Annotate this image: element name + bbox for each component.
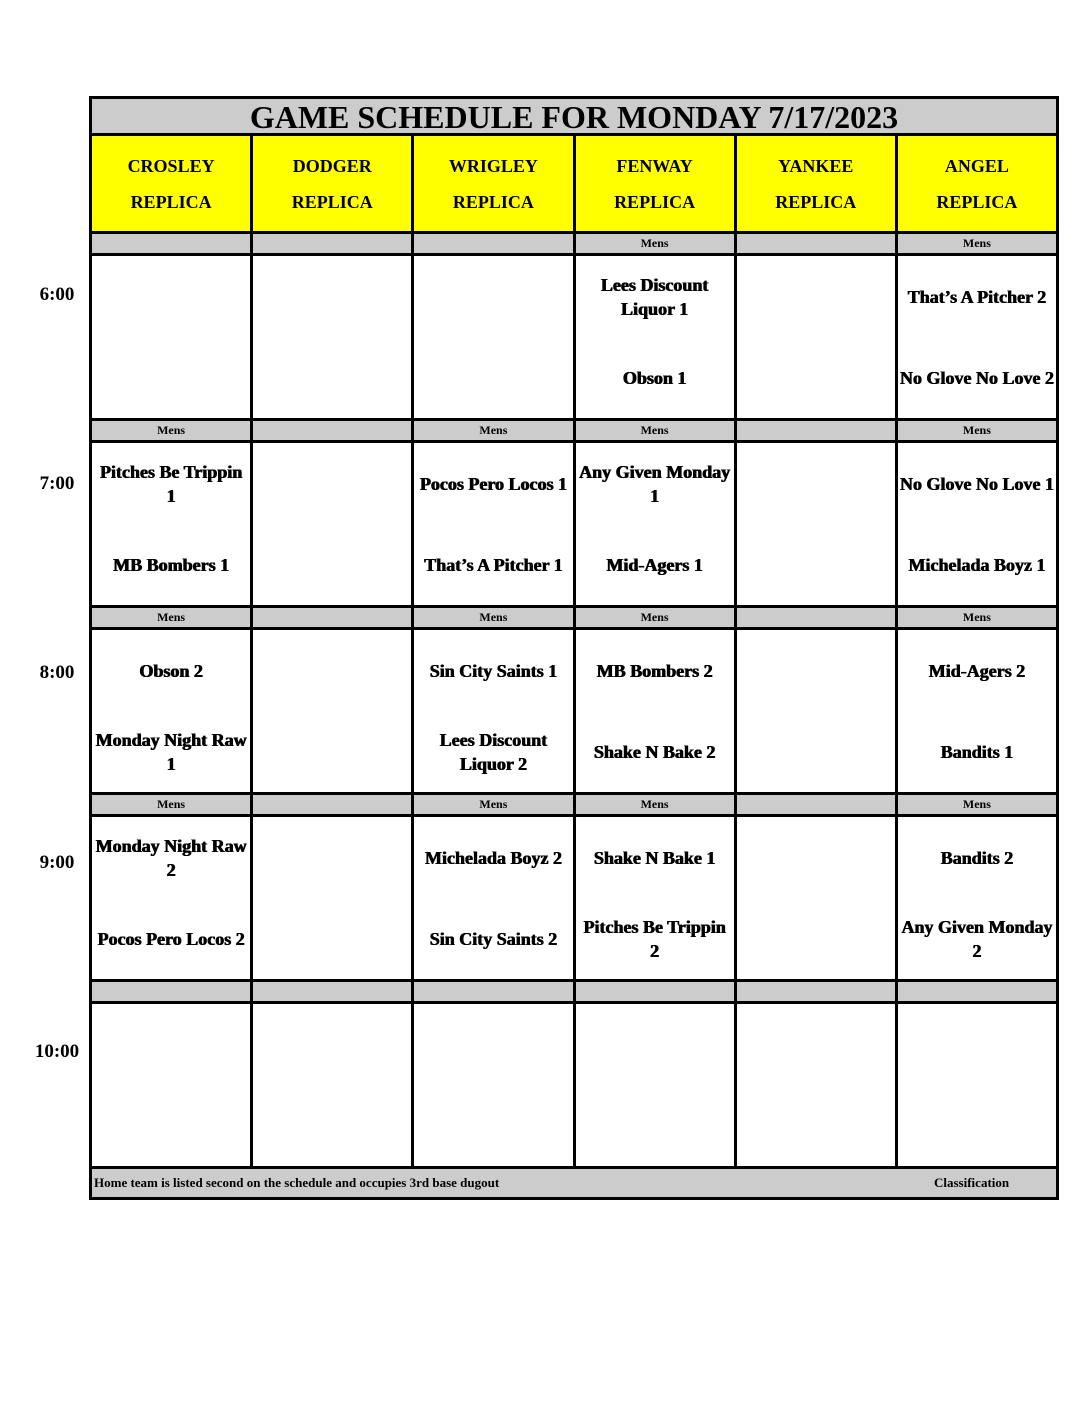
classification-row <box>92 231 1056 256</box>
classification-cell <box>737 421 895 440</box>
home-team <box>739 898 893 979</box>
game-cell <box>414 630 572 792</box>
away-team <box>739 817 893 898</box>
home-team <box>94 1085 248 1166</box>
game-cell <box>898 817 1056 979</box>
game-row <box>92 1004 1056 1166</box>
home-team <box>739 1085 893 1166</box>
away-team <box>578 1004 732 1085</box>
game-cell <box>253 1004 411 1166</box>
away-team: Shake N Bake 1 <box>593 847 716 868</box>
classification-cell: Mens <box>414 608 572 627</box>
home-team <box>739 337 893 418</box>
field-header <box>737 136 895 231</box>
home-team: Monday Night Raw 1 <box>95 729 247 774</box>
home-team: Lees Discount Liquor 2 <box>439 729 548 774</box>
classification-cell: Mens <box>92 795 250 814</box>
home-team <box>255 1085 409 1166</box>
home-team <box>416 1085 570 1166</box>
home-team <box>255 711 409 792</box>
game-cell <box>92 630 250 792</box>
game-cell <box>253 443 411 605</box>
home-team: Shake N Bake 2 <box>593 741 716 762</box>
away-team <box>94 1004 248 1085</box>
time-label-10: 10:00 <box>34 1041 80 1062</box>
classification-cell <box>737 795 895 814</box>
game-cell <box>92 256 250 418</box>
away-team <box>739 256 893 337</box>
field-header-row <box>92 136 1056 231</box>
game-cell <box>253 630 411 792</box>
away-team <box>900 1004 1054 1085</box>
classification-cell: Mens <box>898 421 1056 440</box>
away-team: Bandits 2 <box>940 847 1014 868</box>
classification-row <box>92 792 1056 817</box>
classification-row <box>92 418 1056 443</box>
home-team: MB Bombers 1 <box>113 554 230 575</box>
field-header <box>92 136 250 231</box>
home-team: Sin City Saints 2 <box>429 928 558 949</box>
classification-cell: Mens <box>414 421 572 440</box>
home-team: Michelada Boyz 1 <box>908 554 1046 575</box>
classification-cell <box>414 234 572 253</box>
away-team: Mid-Agers 2 <box>928 660 1026 681</box>
field-sub: REPLICA <box>291 191 373 212</box>
away-team <box>416 256 570 337</box>
home-team: Pocos Pero Locos 2 <box>97 928 245 949</box>
classification-cell: Mens <box>898 608 1056 627</box>
classification-cell <box>414 982 572 1001</box>
home-team <box>900 1085 1054 1166</box>
game-cell <box>414 1004 572 1166</box>
game-cell <box>92 1004 250 1166</box>
home-team <box>578 1085 732 1166</box>
classification-cell <box>253 795 411 814</box>
away-team: Any Given Monday 1 <box>579 461 731 506</box>
time-label-8: 8:00 <box>39 662 75 683</box>
game-cell <box>253 256 411 418</box>
field-name: YANKEE <box>778 155 854 176</box>
field-name: CROSLEY <box>127 155 215 176</box>
game-row <box>92 443 1056 605</box>
classification-cell: Mens <box>898 795 1056 814</box>
away-team: Pocos Pero Locos 1 <box>419 473 567 494</box>
footer-bar <box>92 1166 1056 1197</box>
away-team: Michelada Boyz 2 <box>424 847 562 868</box>
schedule-title: GAME SCHEDULE FOR MONDAY 7/17/2023 <box>92 99 1056 136</box>
field-header <box>414 136 572 231</box>
game-cell <box>737 1004 895 1166</box>
game-cell <box>576 630 734 792</box>
away-team: No Glove No Love 1 <box>899 473 1054 494</box>
time-label-6: 6:00 <box>39 284 75 305</box>
schedule-table <box>89 96 1059 1200</box>
game-cell <box>576 443 734 605</box>
away-team <box>255 630 409 711</box>
home-team <box>255 524 409 605</box>
away-team: That’s A Pitcher 2 <box>907 286 1047 307</box>
away-team: Monday Night Raw 2 <box>95 835 247 880</box>
home-team <box>416 337 570 418</box>
classification-cell <box>253 234 411 253</box>
classification-cell <box>576 982 734 1001</box>
home-team-note: Home team is listed second on the schedule and occupies 3rd base dugout <box>94 1175 500 1190</box>
field-name: ANGEL <box>944 155 1009 176</box>
away-team: Lees Discount Liquor 1 <box>600 274 709 319</box>
home-team <box>739 711 893 792</box>
game-cell <box>737 630 895 792</box>
home-team: Bandits 1 <box>940 741 1014 762</box>
field-sub: REPLICA <box>936 191 1018 212</box>
game-cell <box>414 256 572 418</box>
away-team: Pitches Be Trippin 1 <box>99 461 243 506</box>
field-name: DODGER <box>292 155 372 176</box>
game-cell <box>737 817 895 979</box>
away-team <box>739 443 893 524</box>
game-cell <box>576 817 734 979</box>
time-slots <box>92 231 1056 1166</box>
game-cell <box>576 1004 734 1166</box>
time-label-7: 7:00 <box>39 473 75 494</box>
game-cell <box>92 817 250 979</box>
game-cell <box>576 256 734 418</box>
field-sub: REPLICA <box>614 191 696 212</box>
classification-cell <box>253 421 411 440</box>
game-row <box>92 817 1056 979</box>
classification-cell: Mens <box>92 421 250 440</box>
home-team: That’s A Pitcher 1 <box>424 554 563 575</box>
home-team: Mid-Agers 1 <box>606 554 703 575</box>
game-cell <box>898 630 1056 792</box>
home-team <box>255 337 409 418</box>
field-sub: REPLICA <box>452 191 534 212</box>
home-team <box>739 524 893 605</box>
classification-cell: Mens <box>576 795 734 814</box>
away-team <box>255 817 409 898</box>
classification-cell: Mens <box>414 795 572 814</box>
classification-cell <box>92 234 250 253</box>
home-team: Obson 1 <box>622 367 687 388</box>
away-team <box>94 256 248 337</box>
classification-row <box>92 979 1056 1004</box>
away-team <box>255 256 409 337</box>
game-cell <box>414 817 572 979</box>
game-cell <box>737 443 895 605</box>
classification-cell: Mens <box>898 234 1056 253</box>
classification-cell <box>737 608 895 627</box>
field-name: WRIGLEY <box>448 155 538 176</box>
field-sub: REPLICA <box>775 191 857 212</box>
classification-cell: Mens <box>576 421 734 440</box>
home-team <box>255 898 409 979</box>
classification-cell <box>253 608 411 627</box>
game-cell <box>253 817 411 979</box>
away-team <box>739 630 893 711</box>
classification-label: Classification <box>934 1175 1010 1190</box>
field-header <box>253 136 411 231</box>
away-team <box>255 443 409 524</box>
game-cell <box>414 443 572 605</box>
game-cell <box>737 256 895 418</box>
classification-cell <box>253 982 411 1001</box>
classification-cell <box>898 982 1056 1001</box>
field-sub: REPLICA <box>130 191 212 212</box>
time-label-9: 9:00 <box>39 852 75 873</box>
classification-cell: Mens <box>576 608 734 627</box>
game-row <box>92 630 1056 792</box>
game-cell <box>898 1004 1056 1166</box>
classification-cell <box>92 982 250 1001</box>
field-header <box>576 136 734 231</box>
home-team: Any Given Monday 2 <box>901 916 1053 961</box>
home-team: Pitches Be Trippin 2 <box>583 916 726 961</box>
away-team: MB Bombers 2 <box>596 660 713 681</box>
classification-cell: Mens <box>576 234 734 253</box>
away-team: Sin City Saints 1 <box>429 660 558 681</box>
classification-cell <box>737 234 895 253</box>
away-team <box>416 1004 570 1085</box>
game-cell <box>92 443 250 605</box>
classification-cell: Mens <box>92 608 250 627</box>
home-team: No Glove No Love 2 <box>899 367 1054 388</box>
game-cell <box>898 443 1056 605</box>
home-team <box>94 337 248 418</box>
field-header <box>898 136 1056 231</box>
classification-cell <box>737 982 895 1001</box>
field-name: FENWAY <box>616 155 693 176</box>
game-cell <box>898 256 1056 418</box>
away-team: Obson 2 <box>139 660 203 681</box>
game-row <box>92 256 1056 418</box>
away-team <box>739 1004 893 1085</box>
away-team <box>255 1004 409 1085</box>
classification-row <box>92 605 1056 630</box>
